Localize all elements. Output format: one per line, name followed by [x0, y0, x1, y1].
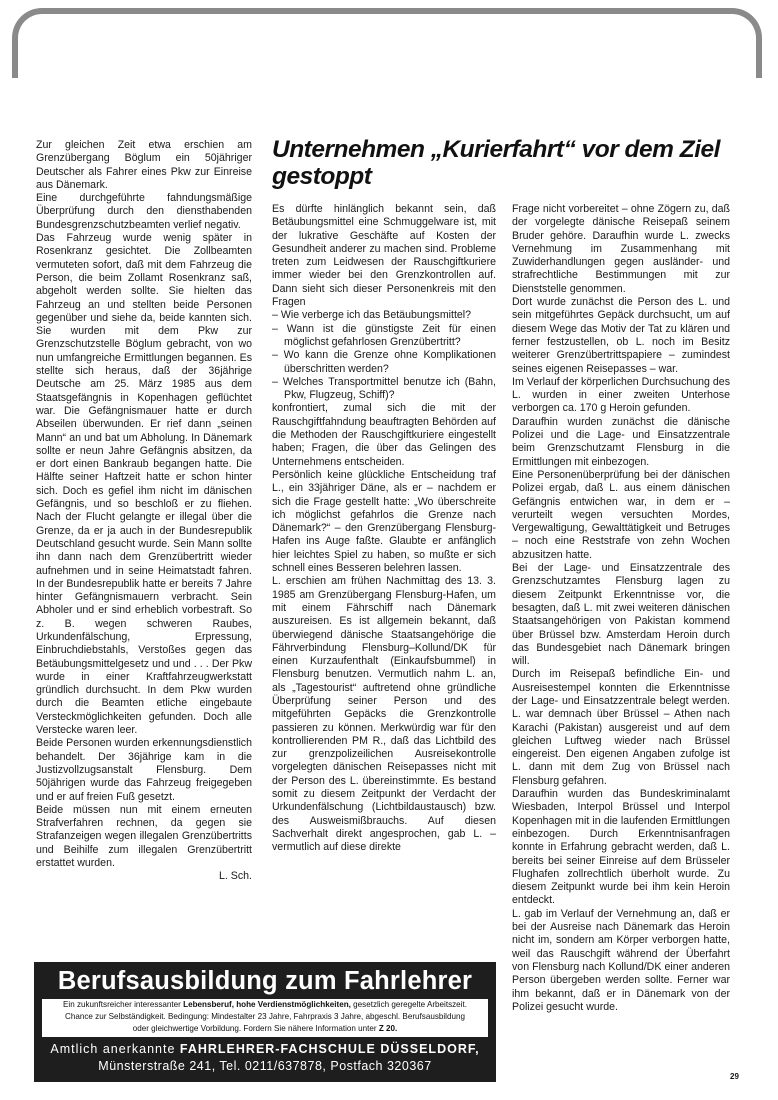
top-frame-inner: [18, 14, 756, 84]
paragraph: Durch im Reisepaß befindliche Ein- und Ausreisestempel konnten die Erkenntnisse der Lage- und Einsatzzentrale belegt werden. L. war demnach über Brüssel – Athen nach Karachi (Pakistan) ausgereist und auf dem gleichen Luftweg wieder nach Brüssel eingereist. Den eigenen Angaben zufolge ist L. dann mit dem Zug von Brüssel nach Flensburg gefahren.: [512, 668, 730, 787]
ad-school-name: FAHRLEHRER-FACHSCHULE DÜSSELDORF,: [179, 1042, 480, 1056]
paragraph: Bei der Lage- und Einsatzzentrale des Grenzschutzamtes Flensburg lagen zu diesem Zeitpunkt Erkenntnisse vor, die besagten, daß L. mit zwei weiteren dänischen Staatsangehörigen von Pakistan kommend über Brüssel bzw. Amsterdam Heroin durch das Bundesgebiet nach Dänemark bringen will.: [512, 562, 730, 668]
question-item: – Wann ist die günstigste Zeit für einen möglichst gefahrlosen Grenzübertritt?: [272, 322, 496, 348]
author-signature: L. Sch.: [219, 870, 252, 883]
advertisement: [34, 962, 496, 1082]
paragraph: Eine Personenüberprüfung bei der dänischen Polizei ergab, daß L. aus einem dänischen Gefängnis entwichen war, in dem er – verurteilt wegen versuchten Mordes, Vergewaltigung, Gewalttätigkeit und Betruges – noch eine Reststrafe von zehn Wochen abzusitzen hatte.: [512, 468, 730, 561]
ad-text: oder gleichwertige Vorbildung. Fordern Sie nähere Information unter: [132, 1024, 379, 1033]
ad-address: Münsterstraße 241, Tel. 0211/637878, Postfach 320367: [98, 1059, 432, 1073]
paragraph: konfrontiert, zumal sich die mit der Rauschgiftfahndung beauftragten Behörden auf die Methoden der Rauschgiftkuriere eingestellt haben; Fragen, die über das Gelingen des Unternehmens entscheiden.: [272, 402, 496, 468]
paragraph: L. gab im Verlauf der Vernehmung an, daß er bei der Ausreise nach Dänemark das Heroin nicht im, sondern am Körper verborgen hatte, weil das Rauschgift während der Überfahrt von Flensburg nach Kollund/DK einer anderen Person übergeben werden sollte. Ferner war ihm bekannt, daß er in Dänemark von der Polizei gesucht wurde.: [512, 907, 730, 1013]
paragraph: Frage nicht vorbereitet – ohne Zögern zu, daß der vorgelegte dänische Reisepaß seinem Bruder gehöre. Daraufhin wurde L. zwecks Vernehmung im Zusammenhang mit Zuwiderhandlungen gegen ausländer- und strafrechtliche Bestimmungen mit zur Dienststelle genommen.: [512, 203, 730, 295]
paragraph: Daraufhin wurden zunächst die dänische Polizei und die Lage- und Einsatzzentrale beim Grenzschutzamt Flensburg in die Ermittlungen mit einbezogen.: [512, 415, 730, 468]
ad-code: Z 20.: [378, 1024, 398, 1033]
paragraph: Zur gleichen Zeit etwa erschien am Grenzübergang Böglum ein 50jähriger Deutscher als Fahrer eines Pkw zur Einreise aus Dänemark.: [36, 139, 252, 191]
right-column-article: [512, 203, 730, 1014]
question-item: – Wo kann die Grenze ohne Komplikationen überschritten werden?: [272, 349, 496, 375]
paragraph: Im Verlauf der körperlichen Durchsuchung des L. wurden in einer zweiten Unterhose verborgen ca. 170 g Heroin gefunden.: [512, 375, 730, 415]
ad-text-bold: Lebensberuf, hohe Verdienstmöglichkeiten,: [183, 1000, 351, 1009]
ad-text-box: [42, 999, 488, 1037]
ad-school-line: [34, 1041, 496, 1058]
question-item: – Welches Transportmittel benutze ich (Bahn, Pkw, Flugzeug, Schiff)?: [272, 375, 496, 402]
ad-title: Berufsausbildung zum Fahrlehrer: [57, 967, 473, 995]
paragraph: Beide Personen wurden erkennungsdienstlich behandelt. Der 36jährige kam in die Justizvollzugsanstalt Flensburg. Dem 50jährigen wurde das Fahrzeug freigegeben und er auf freien Fuß gesetzt.: [36, 737, 252, 803]
middle-column-article: [272, 203, 496, 855]
ad-text: gesetzlich geregelte Arbeitszeit.: [350, 1000, 467, 1009]
ad-line: [42, 1023, 488, 1035]
ad-line: Chance zur Selbständigkeit. Bedingung: Mindestalter 23 Jahre, Fahrpraxis 3 Jahre, abgeschl. Berufsausbildung: [65, 1012, 465, 1021]
paragraph: Eine durchgeführte fahndungsmäßige Überprüfung durch den diensthabenden Bundesgrenzschutzbeamten verlief negativ.: [36, 192, 252, 231]
paragraph: Dort wurde zunächst die Person des L. und sein mitgeführtes Gepäck durchsucht, um auf diesem Wege das Motiv der Tat zu klären und ferner festzustellen, ob L. noch im Besitz weiterer Grenzübertrittspapiere – zumindest seines eigenen Reisepasses – war.: [512, 296, 730, 375]
ad-text: Amtlich anerkannte: [50, 1042, 180, 1056]
paragraph: L. erschien am frühen Nachmittag des 13. 3. 1985 am Grenzübergang Flensburg-Hafen, um mit einem Fährschiff nach Dänemark auszureisen. Es ist allgemein bekannt, daß überwiegend dänische Staatsangehörige die Fährverbindung Flensburg–Kollund/DK für einen Kurzaufenthalt (Einkaufsbummel) in Flensburg benutzen. Vermutlich nahm L. an, als „Tagestourist“ auftretend ohne gründliche Überprüfung seiner Person und des mitgeführten Gepäcks die Grenzkontrolle passieren zu können. Merkwürdig war für den kontrollierenden PM R., daß das Lichtbild des zur grenzpolizeilichen Ausreisekontrolle vorgelegten dänischen Reisepasses nicht mit der Person des L. übereinstimmte. Es bestand somit zu diesem Zeitpunkt der Verdacht der Urkundenfälschung (Lichtbildaustausch) bzw. des Ausweismißbrauchs. Auf diesen Sachverhalt direkt angesprochen, gab L. – vermutlich auf diese direkte: [272, 575, 496, 854]
left-column-article: [36, 139, 252, 884]
ad-line: [42, 999, 488, 1011]
article-headline: Unternehmen „Kurierfahrt“ vor dem Ziel gestoppt: [272, 136, 720, 190]
paragraph: Daraufhin wurden das Bundeskriminalamt Wiesbaden, Interpol Brüssel und Interpol Kopenhagen mit in die laufenden Ermittlungen einbezogen. Durch Erkenntnisanfragen konnte in Erfahrung gebracht werden, daß L. bereits bei seiner Einreise auf dem Brüsseler Flughafen zollrechtlich überholt wurde. Zu diesem Zeitpunkt wurde bei ihm kein Heroin entdeckt.: [512, 788, 730, 907]
paragraph: Persönlich keine glückliche Entscheidung traf L., ein 33jähriger Däne, als er – nachdem er sich die Frage gestellt hatte: „Wo überschreite ich möglichst gefahrlos die Grenze nach Dänemark?“ – den Grenzübergang Flensburg-Hafen ins Auge faßte. Glaubte er anfänglich hier leichtes Spiel zu haben, so mußte er sich schnell eines Besseren belehren lassen.: [272, 468, 496, 575]
paragraph: Beide müssen nun mit einem erneuten Strafverfahren rechnen, da gegen sie Strafanzeigen wegen illegalen Grenzübertritts und Beihilfe zum illegalen Grenzübertritt erstattet wurden.: [36, 803, 252, 870]
question-item: – Wie verberge ich das Betäubungsmittel?: [272, 309, 472, 322]
paragraph: Es dürfte hinlänglich bekannt sein, daß Betäubungsmittel eine Schmuggelware ist, mit der lukrative Geschäfte auf Kosten der Gesundheit anderer zu machen sind. Probleme treten zum Leidwesen der Rauschgiftkuriere immer wieder bei den Grenzkontrollen auf. Dann sieht sich dieser Personenkreis mit den Fragen: [272, 203, 496, 309]
page-number: 29: [730, 1072, 739, 1081]
ad-text: Ein zukunftsreicher interessanter: [63, 1000, 184, 1009]
paragraph: Das Fahrzeug wurde wenig später in Rosenkranz gesichtet. Die Zollbeamten vermuteten sofort, daß mit dem Fahrzeug die Person, die beim Zollamt Rosenkranz saß, abgeholt werden sollte. Sie hielten das Fahrzeug an und stellten beide Personen gegenüber und siehe da, beide kannten sich. Sie wurden mit dem Pkw zur Grenzschutzstelle Böglum gebracht, von wo nun umfangreiche Ermittlungen begannen. Es stellte sich heraus, daß der 36jährige Deutsche am 25. März 1985 aus dem Staatsgefängnis in Kopenhagen geflüchtet war. Die Gefängnismauer hatte er durch Abseilen überwunden. Er rief dann „seinen Mann“ an und bat um Abholung. In Dänemark sollte er neun Jahre Gefängnis absitzen, da er dort einen Bankraub begangen hatte. Die Hälfte seiner Haftzeit hatte er schon hinter sich. Doch es gefiel ihm nicht im dänischen Gefängnis, und so beschloß er zu fliehen. Nach der Flucht gelangte er illegal über die Grenze, da er ja auch in der Bundesrepublik Deutschland gesucht wurde. Sein Mann sollte ihn dann nach dem Grenzübertritt wieder aufnehmen und in seine Heimatstadt fahren. In der Bundesrepublik hatte er bereits 7 Jahre hinter Gefängnismauern verbracht. Sein Abholer und er sind erheblich vorbestraft. So z. B. wegen schweren Raubes, Urkundenfälschung, Erpressung, Einbruchdiebstahls, Verstoßes gegen das Betäubungsmittelgesetz und und . . . Der Pkw wurde in einer Kraftfahrzeugwerkstatt gründlich durchsucht. In dem Pkw wurden durch die Beamten etliche eingebaute Versteckmöglichkeiten gefunden. Doch alle Verstecke waren leer.: [36, 232, 252, 737]
page-top-frame: [0, 0, 778, 54]
